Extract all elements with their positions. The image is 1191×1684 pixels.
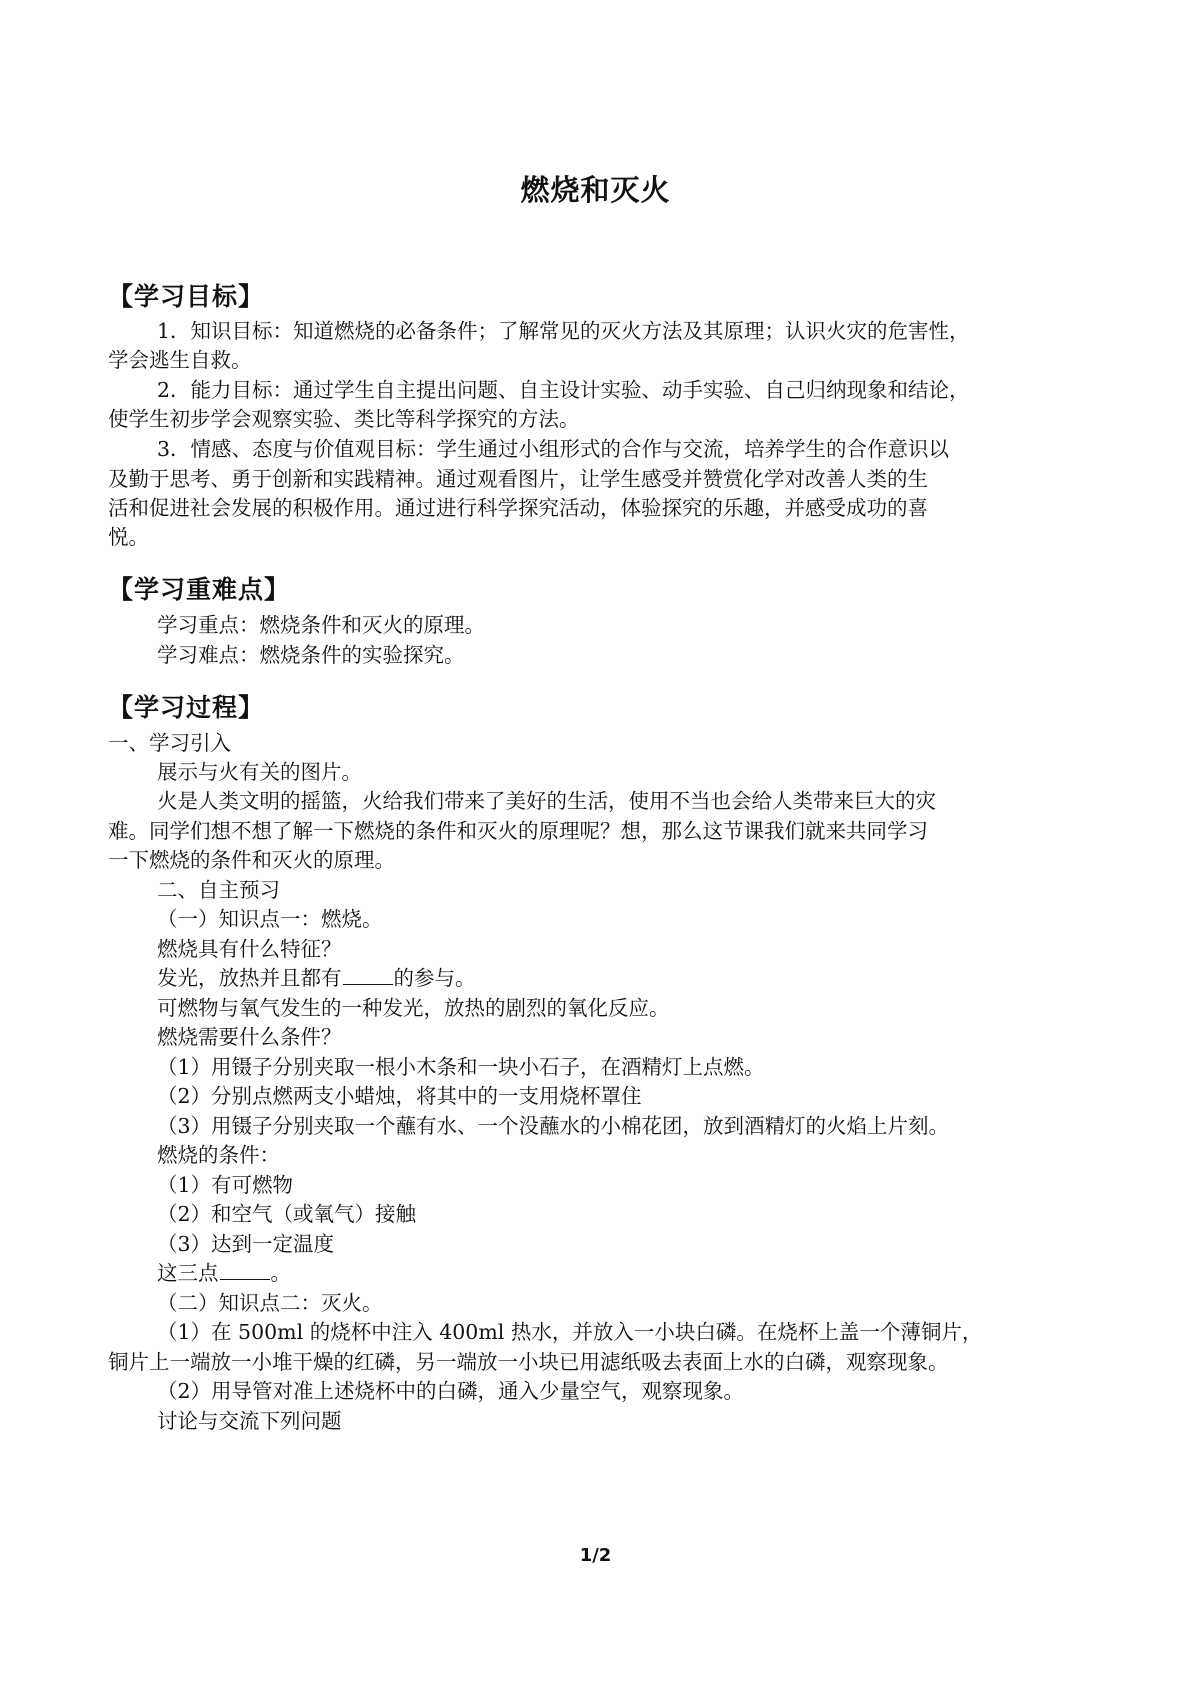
paragraph-line-fill-blank <box>157 963 1098 993</box>
paragraph-line: 铜片上一端放一小堆干燥的红磷，另一端放一小块已用滤纸吸去表面上水的白磷，观察现象。 <box>108 1350 949 1374</box>
page-title: 燃烧和灭火 <box>520 173 671 207</box>
paragraph-line: 学会逃生自救。 <box>108 348 252 372</box>
fill-blank <box>343 964 393 985</box>
paragraph-line: （3）用镊子分别夹取一个蘸有水、一个没蘸水的小棉花团，放到酒精灯的火焰上片刻。 <box>157 1114 950 1138</box>
paragraph-line: 一下燃烧的条件和灭火的原理。 <box>108 848 395 872</box>
paragraph-line: （2）用导管对准上述烧杯中的白磷，通入少量空气，观察现象。 <box>157 1379 745 1403</box>
paragraph-line: 展示与火有关的图片。 <box>157 760 362 784</box>
text-segment: 发光，放热并且都有 <box>157 966 342 990</box>
paragraph-line: 火是人类文明的摇篮，火给我们带来了美好的生活，使用不当也会给人类带来巨大的灾 <box>157 789 936 813</box>
text-segment: 。 <box>270 1261 291 1285</box>
paragraph-line: 燃烧需要什么条件？ <box>157 1025 342 1049</box>
paragraph-line: 学习重点：燃烧条件和灭火的原理。 <box>157 613 485 637</box>
paragraph-line: 悦。 <box>108 525 149 549</box>
paragraph-line: （2）分别点燃两支小蜡烛，将其中的一支用烧杯罩住 <box>157 1084 642 1108</box>
paragraph-line: 3．情感、态度与价值观目标：学生通过小组形式的合作与交流，培养学生的合作意识以 <box>157 437 950 461</box>
section-heading-key-points: 【学习重难点】 <box>108 575 291 604</box>
section-heading-goals: 【学习目标】 <box>108 282 265 311</box>
page-number: 1/2 <box>579 1545 612 1566</box>
paragraph-line: 可燃物与氧气发生的一种发光，放热的剧烈的氧化反应。 <box>157 996 670 1020</box>
paragraph-line: （1）在 500ml 的烧杯中注入 400ml 热水，并放入一小块白磷。在烧杯上盖一个薄铜片， <box>157 1320 983 1344</box>
paragraph-line-fill-blank <box>157 1258 1098 1288</box>
paragraph-line: 使学生初步学会观察实验、类比等科学探究的方法。 <box>108 407 580 431</box>
text-segment: 这三点 <box>157 1261 219 1285</box>
paragraph-line: （二）知识点二：灭火。 <box>157 1291 383 1315</box>
paragraph-line: 及勤于思考、勇于创新和实践精神。通过观看图片，让学生感受并赞赏化学对改善人类的生 <box>108 467 928 491</box>
text-segment: 的参与。 <box>393 966 476 990</box>
paragraph-line: 讨论与交流下列问题 <box>157 1409 342 1433</box>
paragraph-line: 活和促进社会发展的积极作用。通过进行科学探究活动，体验探究的乐趣，并感受成功的喜 <box>108 496 928 520</box>
paragraph-line: 一、学习引入 <box>108 731 231 755</box>
paragraph-line: （2）和空气（或氧气）接触 <box>157 1202 417 1226</box>
paragraph-line: 燃烧具有什么特征？ <box>157 937 342 961</box>
paragraph-line: 二、自主预习 <box>157 878 280 902</box>
paragraph-line: （1）用镊子分别夹取一根小木条和一块小石子，在酒精灯上点燃。 <box>157 1055 765 1079</box>
fill-blank <box>220 1259 270 1280</box>
paragraph-line: （1）有可燃物 <box>157 1173 294 1197</box>
paragraph-line: （3）达到一定温度 <box>157 1232 335 1256</box>
paragraph-line: 1．知识目标：知道燃烧的必备条件；了解常见的灭火方法及其原理；认识火灾的危害性， <box>157 319 970 343</box>
paragraph-line: 难。同学们想不想了解一下燃烧的条件和灭火的原理呢？想，那么这节课我们就来共同学习 <box>108 819 928 843</box>
paragraph-line: 学习难点：燃烧条件的实验探究。 <box>157 643 465 667</box>
paragraph-line: 2．能力目标：通过学生自主提出问题、自主设计实验、动手实验、自己归纳现象和结论， <box>157 378 970 402</box>
paragraph-line: 燃烧的条件： <box>157 1143 280 1167</box>
paragraph-line: （一）知识点一：燃烧。 <box>157 907 383 931</box>
section-heading-process: 【学习过程】 <box>108 693 265 722</box>
